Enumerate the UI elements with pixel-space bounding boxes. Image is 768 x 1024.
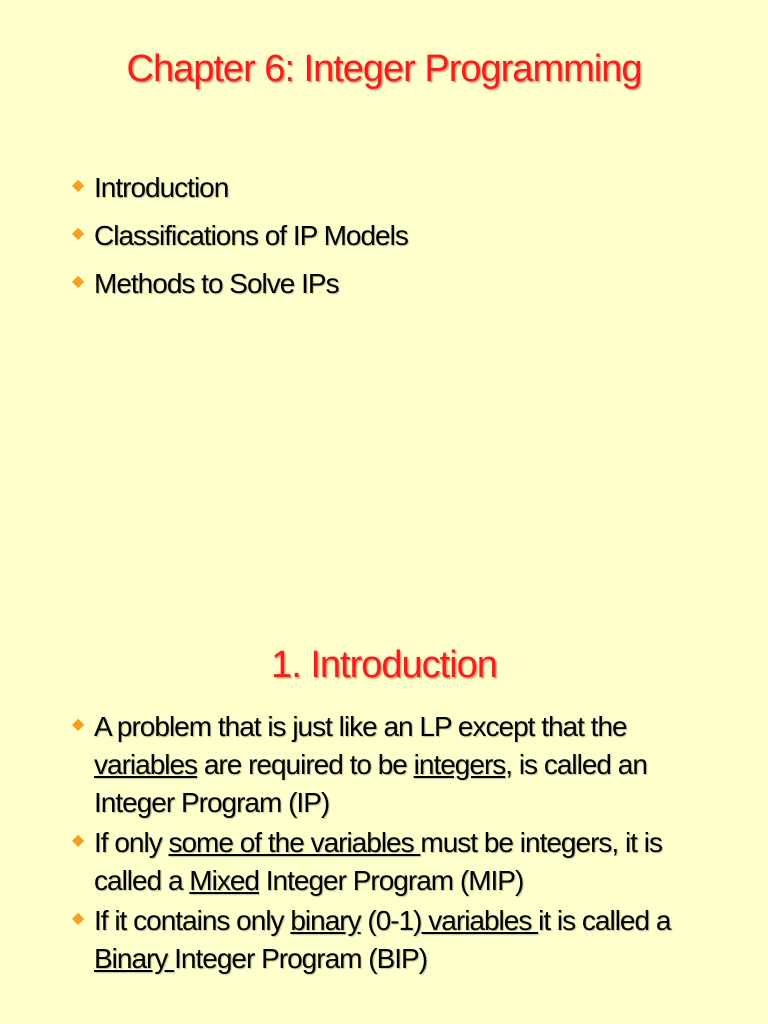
slide-title: 1. Introduction (271, 644, 497, 686)
list-item: ◆ A problem that is just like an LP except that the variables are required to be integers, is called an Integer Program (IP) (70, 708, 730, 822)
diamond-bullet-icon: ◆ (72, 910, 84, 927)
list-item: ◆ Methods to Solve IPs (70, 260, 408, 308)
diamond-bullet-icon: ◆ (72, 177, 84, 194)
slide-title: Chapter 6: Integer Programming (126, 48, 642, 90)
diamond-bullet-icon: ◆ (72, 273, 84, 290)
list-item: ◆ Classifications of IP Models (70, 212, 408, 260)
bullet-list (70, 164, 408, 308)
diamond-bullet-icon: ◆ (72, 716, 84, 733)
bullet-list (70, 708, 730, 980)
list-item: ◆ If only some of the variables must be integers, it is called a Mixed Integer Program (MIP) (70, 824, 730, 900)
list-item: ◆ Introduction (70, 164, 408, 212)
diamond-bullet-icon: ◆ (72, 832, 84, 849)
diamond-bullet-icon: ◆ (72, 225, 84, 242)
list-item: ◆ If it contains only binary (0-1) variables it is called a Binary Integer Program (BIP) (70, 902, 730, 978)
slide-introduction (0, 512, 768, 1024)
